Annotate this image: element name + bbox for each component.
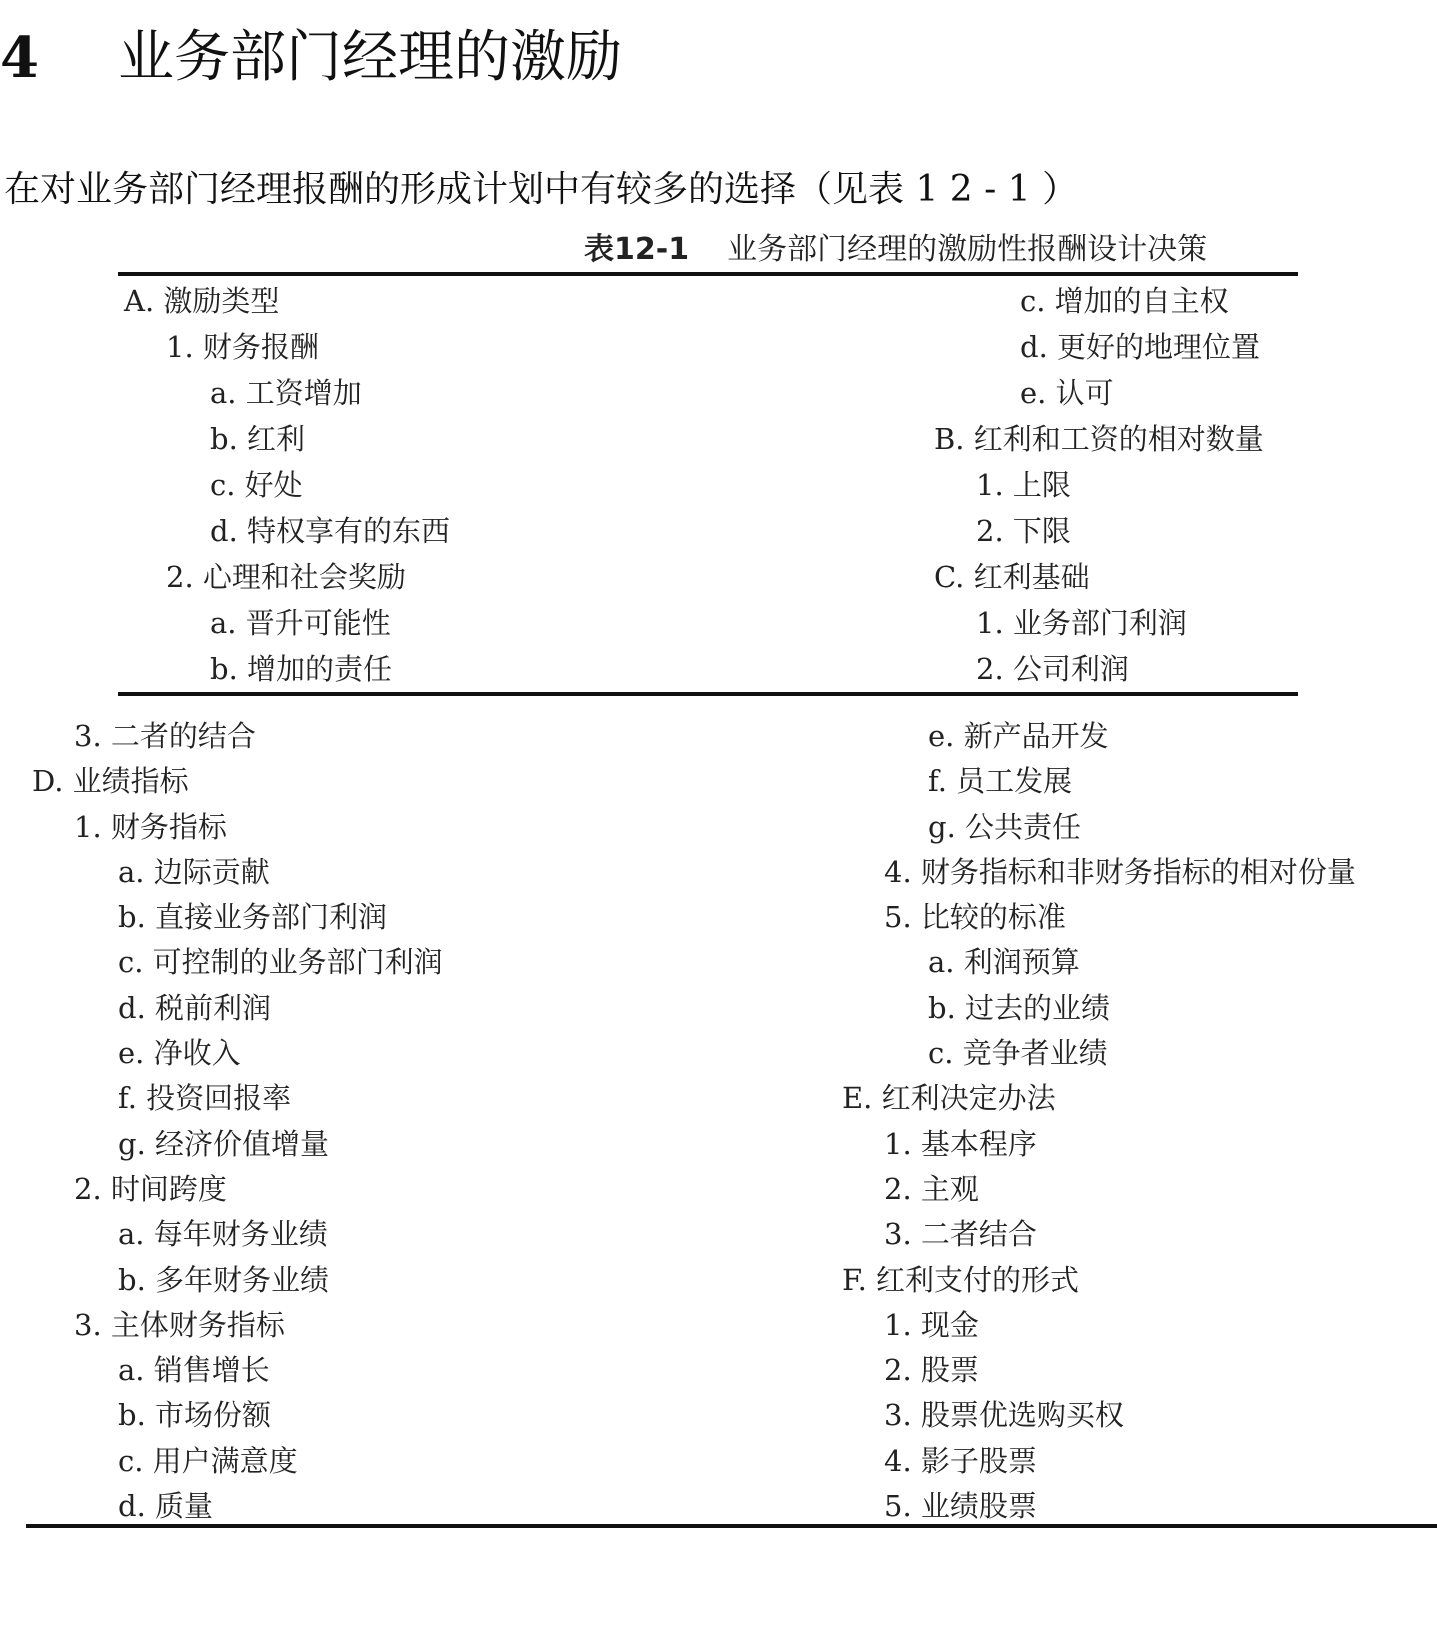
table-item: b. 红利 [210,422,306,456]
table-item: f. 投资回报率 [118,1081,292,1116]
table-item: 2. 时间跨度 [74,1171,227,1206]
table-caption-number: 表12-1 [584,232,690,267]
table-item: D. 业绩指标 [32,764,189,799]
table-item: b. 过去的业绩 [928,990,1111,1025]
table-item: g. 公共责任 [928,809,1082,844]
table-item: c. 好处 [210,468,303,502]
table-item: a. 每年财务业绩 [118,1217,328,1252]
table-item: d. 特权享有的东西 [210,514,451,548]
table-item: b. 直接业务部门利润 [118,900,388,935]
table-item: 1. 财务报酬 [166,330,319,364]
table-item: c. 竞争者业绩 [928,1036,1108,1071]
table-item: a. 工资增加 [210,376,362,410]
table-item: 5. 业绩股票 [884,1489,1037,1524]
table-item: 3. 二者结合 [884,1217,1037,1252]
table-caption [584,228,1207,272]
table-item: d. 更好的地理位置 [1020,330,1261,364]
table-item: B. 红利和工资的相对数量 [934,422,1264,456]
table-item: 3. 主体财务指标 [74,1307,285,1342]
table-item: g. 经济价值增量 [118,1126,330,1161]
table-item: C. 红利基础 [934,560,1090,594]
table-item: d. 税前利润 [118,990,272,1025]
section-title: 业务部门经理的激励 [118,25,622,90]
table-item: c. 增加的自主权 [1020,284,1229,318]
table-item: b. 多年财务业绩 [118,1262,330,1297]
table-item: 1. 业务部门利润 [976,606,1187,640]
intro-paragraph: 在对业务部门经理报酬的形成计划中有较多的选择（见表 1 2 - 1 ） [4,169,1079,210]
table-item: c. 用户满意度 [118,1443,298,1478]
table-item: 2. 主观 [884,1171,979,1206]
table-item: 1. 基本程序 [884,1126,1037,1161]
table-item: 2. 心理和社会奖励 [166,560,406,594]
table-caption-title: 业务部门经理的激励性报酬设计决策 [727,232,1208,267]
table-item: 3. 股票优选购买权 [884,1398,1124,1433]
table-item: c. 可控制的业务部门利润 [118,945,443,980]
table-item: 5. 比较的标准 [884,900,1066,935]
table-item: 4. 财务指标和非财务指标的相对份量 [884,854,1356,889]
table-mid-rule [118,692,1298,696]
table-item: 1. 现金 [884,1307,979,1342]
table-item: E. 红利决定办法 [842,1081,1056,1116]
table-item: a. 晋升可能性 [210,606,391,640]
table-item: a. 销售增长 [118,1353,270,1388]
table-item: 1. 财务指标 [74,809,227,844]
table-item: a. 边际贡献 [118,854,270,889]
section-number: 4 [0,25,39,91]
table-item: d. 质量 [118,1489,214,1524]
table-item: F. 红利支付的形式 [842,1262,1080,1297]
table-item: 4. 影子股票 [884,1443,1037,1478]
table-top-rule [118,272,1298,276]
table-item: e. 净收入 [118,1036,241,1071]
table-item: 2. 下限 [976,514,1071,548]
table-part1-right-column [934,278,1264,692]
table-item: e. 认可 [1020,376,1114,410]
table-part2-left-column [32,714,443,1529]
table-item: 2. 公司利润 [976,652,1129,686]
table-item: b. 增加的责任 [210,652,393,686]
table-part1-left-column [124,278,450,692]
table-item: e. 新产品开发 [928,719,1109,753]
table-item: b. 市场份额 [118,1398,272,1433]
table-item: 3. 二者的结合 [74,719,256,753]
table-bottom-rule [26,1524,1437,1528]
table-item: 1. 上限 [976,468,1071,502]
table-part2-right-column [842,714,1356,1529]
table-item: a. 利润预算 [928,945,1080,980]
table-item: A. 激励类型 [124,284,280,318]
table-item: 2. 股票 [884,1353,979,1388]
table-item: f. 员工发展 [928,764,1073,799]
